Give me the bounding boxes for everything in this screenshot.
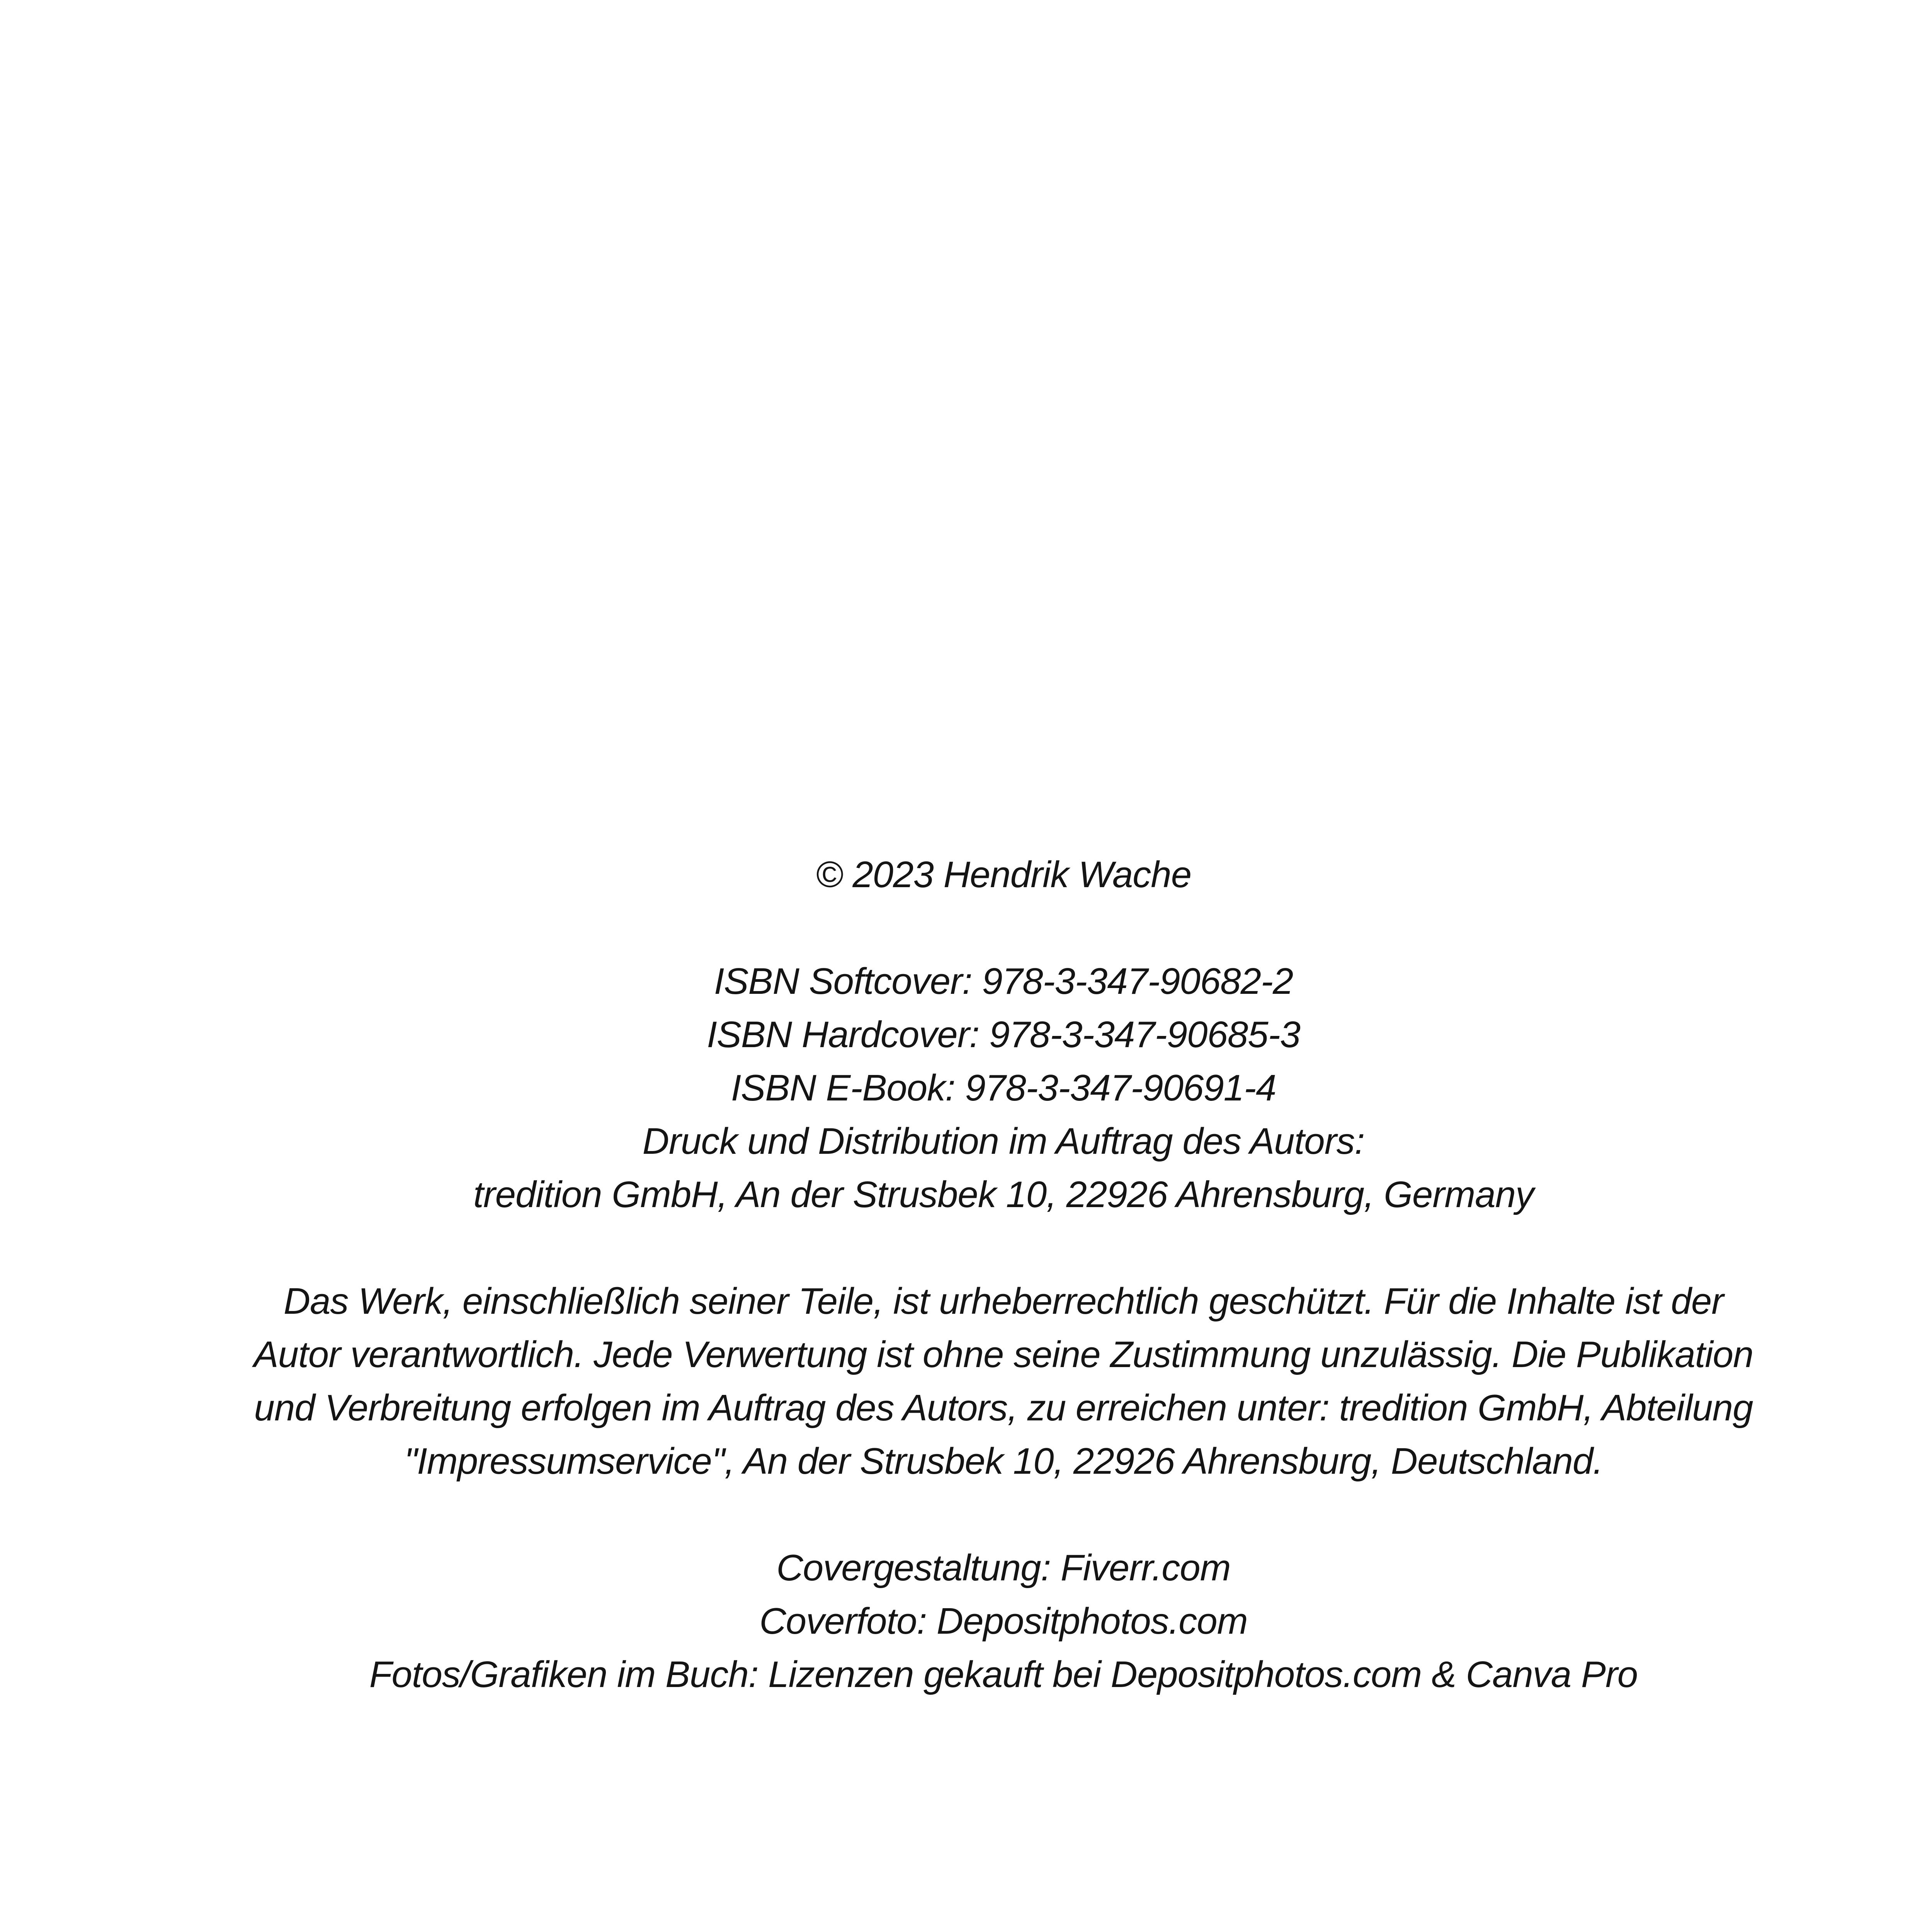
imprint-block bbox=[0, 848, 1932, 1701]
legal-notice-line-1: Das Werk, einschließlich seiner Teile, ist urheberrechtlich geschützt. Für die Inhalte ist der bbox=[283, 1281, 1724, 1322]
credit-images: Fotos/Grafiken im Buch: Lizenzen gekauft bei Depositphotos.com & Canva Pro bbox=[369, 1654, 1638, 1695]
credit-cover-photo: Coverfoto: Depositphotos.com bbox=[759, 1600, 1248, 1642]
distribution-intro: Druck und Distribution im Auftrag des Autors: bbox=[642, 1121, 1365, 1162]
legal-notice-line-4: "Impressumservice", An der Strusbek 10, 22926 Ahrensburg, Deutschland. bbox=[404, 1440, 1603, 1482]
distribution-address: tredition GmbH, An der Strusbek 10, 22926 Ahrensburg, Germany bbox=[473, 1174, 1534, 1215]
isbn-ebook: ISBN E-Book: 978-3-347-90691-4 bbox=[731, 1067, 1276, 1109]
spacer bbox=[0, 1488, 1932, 1541]
spacer bbox=[0, 901, 1932, 955]
spacer bbox=[0, 1221, 1932, 1275]
isbn-softcover: ISBN Softcover: 978-3-347-90682-2 bbox=[714, 961, 1293, 1002]
isbn-hardcover: ISBN Hardcover: 978-3-347-90685-3 bbox=[707, 1014, 1300, 1055]
legal-notice-line-2: Autor verantwortlich. Jede Verwertung ist ohne seine Zustimmung unzulässig. Die Publikation bbox=[253, 1334, 1753, 1375]
credit-cover-design: Covergestaltung: Fiverr.com bbox=[776, 1547, 1231, 1588]
copyright-notice: © 2023 Hendrik Wache bbox=[815, 854, 1192, 895]
legal-notice-line-3: und Verbreitung erfolgen im Auftrag des Autors, zu erreichen unter: tredition GmbH, Abteilung bbox=[254, 1387, 1753, 1429]
